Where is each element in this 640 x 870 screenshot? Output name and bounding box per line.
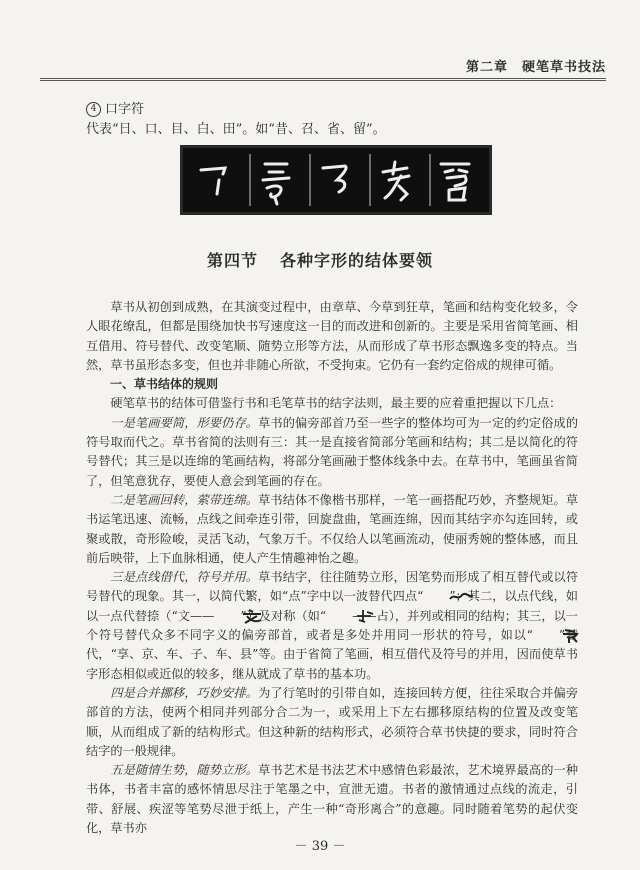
paragraph: 硬笔草书的结体可借鉴行书和毛笔草书的结字法则，最主要的应着重把握以下几点： xyxy=(110,396,562,411)
rule-lead: 四是合并挪移，巧妙安排。 xyxy=(110,685,259,700)
cursive-glyph xyxy=(249,154,301,206)
cursive-zhan-symbol xyxy=(326,608,352,624)
cursive-substitute-symbol xyxy=(533,628,559,644)
rule-text: ”）及对称（如“ xyxy=(240,608,327,623)
rule-text: 草书结字，往往随势立形，因笔势而形成了相互替代或以符号替代的现象。其一，以简代繁，如“点”字中以一波替代四点“ xyxy=(86,570,579,604)
paragraph xyxy=(86,761,578,838)
rule-text: 草书艺术是书法艺术中感情色彩最浓，艺术境界最高的一种书体，书者丰富的感怀情思尽注于笔墨之中，宣泄无遗。书者的激情通过点线的流走，引带、舒展、疾涩等笔势尽泄于纸上，产生一种“奇形离合”的意趣。同时随着笔势的起伏变化，草书亦 xyxy=(86,763,579,836)
paragraph xyxy=(86,568,578,684)
rule-lead: 一是笔画要简，形要仍存。 xyxy=(110,415,259,430)
section-title: 各种字形的结体要领 xyxy=(280,251,434,270)
page-number: － 39 － xyxy=(294,839,346,854)
rule-text: 草书的偏旁部首乃至一些字的整体均可为一定的约定俗成的符号取而代之。草书省简的法则有三：其一是直接省简部分笔画和结构；其二是以简化的符号替代；其三是以连绵的笔画结构，将部分笔画融于整体线条中去。在草书中，笔画虽省简了，但笔意犹存，要使人意会到笔画的存在。 xyxy=(86,415,579,488)
rule-lead: 二是笔画回转，萦带连绵。 xyxy=(110,492,259,507)
rule-text: ”；其二，以点代线，如以一点代替捺（“文—— xyxy=(86,589,578,623)
running-header xyxy=(40,54,606,81)
chapter-title: 第二章 硬笔草书技法 xyxy=(465,60,606,75)
section-item-title xyxy=(86,98,144,117)
rule-lead: 五是随情生势，随势立形。 xyxy=(110,763,259,778)
section-item-description: 代表“日、口、目、白、田”。如“昔、召、省、留”。 xyxy=(86,122,386,137)
cursive-glyph xyxy=(189,154,239,206)
rule-text: ——占），并列或相同的结构；其三，以一个符号替代众多不同字义的偏旁部首，或者是多处并用同一形状的符号，如以“ xyxy=(86,608,578,643)
cursive-glyph xyxy=(309,154,361,206)
rule-text: ”替代，“享、京、车、子、车、县”等。由于省简了笔画，相互借代及符号的并用，因而使草书字形态相似或近似的较多，继从就成了草书的基本功。 xyxy=(86,628,579,681)
section-number: 第四节 xyxy=(206,251,258,270)
rule-text: 为了行笔时的引带自如，连接回转方便，往往采取合并偏旁部首的方法，使两个相同并列部分合二为一，或采用上下左右挪移原结构的位置及改变笔顺，从而组成了新的结构形式。但这种新的结构形式，必须符合草书快捷的要求，同时符合结字的一般规律。 xyxy=(86,685,579,758)
paragraph: 草书从初创到成熟，在其演变过程中，由章草、今草到狂草，笔画和结构变化较多，令人眼花缭乱，但都是围绕加快书写速度这一目的而改进和创新的。主要是采用省简笔画、相互借用、符号替代、改变笔顺、随势立形等方法，从而形成了草书形态飘逸多变的特点。当然，草书虽形态多变，但也并非随心所欲，不受拘束。它仍有一套约定俗成的规律可循。 xyxy=(86,300,578,372)
rule-text: 草书结体不像楷书那样，一笔一画搭配巧妙，齐整规矩。草书运笔迅速、流畅，点线之间牵连引带，回旋盘曲，笔画连绵，因而其结字亦勾连回转，或聚或散，奇形险峻，灵活飞动，气象万千。不仅给人以笔画流动，使丽秀婉的整体感，而且前后映带，上下血脉相通，使人产生情趣神怡之趣。 xyxy=(86,492,579,565)
subheading: 一、草书结体的规则 xyxy=(110,377,219,392)
paragraph xyxy=(86,414,578,491)
cursive-glyph xyxy=(369,154,421,206)
section-heading xyxy=(0,248,640,271)
calligraphy-sample-panel xyxy=(180,145,492,215)
section-item-label: 口字符 xyxy=(105,102,145,117)
rule-lead: 三是点线借代，符号并用。 xyxy=(110,570,259,585)
circled-number: 4 xyxy=(86,102,101,117)
cursive-glyph xyxy=(429,154,481,206)
body-text xyxy=(86,298,578,838)
cursive-wave-symbol xyxy=(423,589,449,605)
paragraph xyxy=(86,684,578,761)
cursive-wen-symbol xyxy=(214,608,240,624)
paragraph xyxy=(86,491,578,568)
